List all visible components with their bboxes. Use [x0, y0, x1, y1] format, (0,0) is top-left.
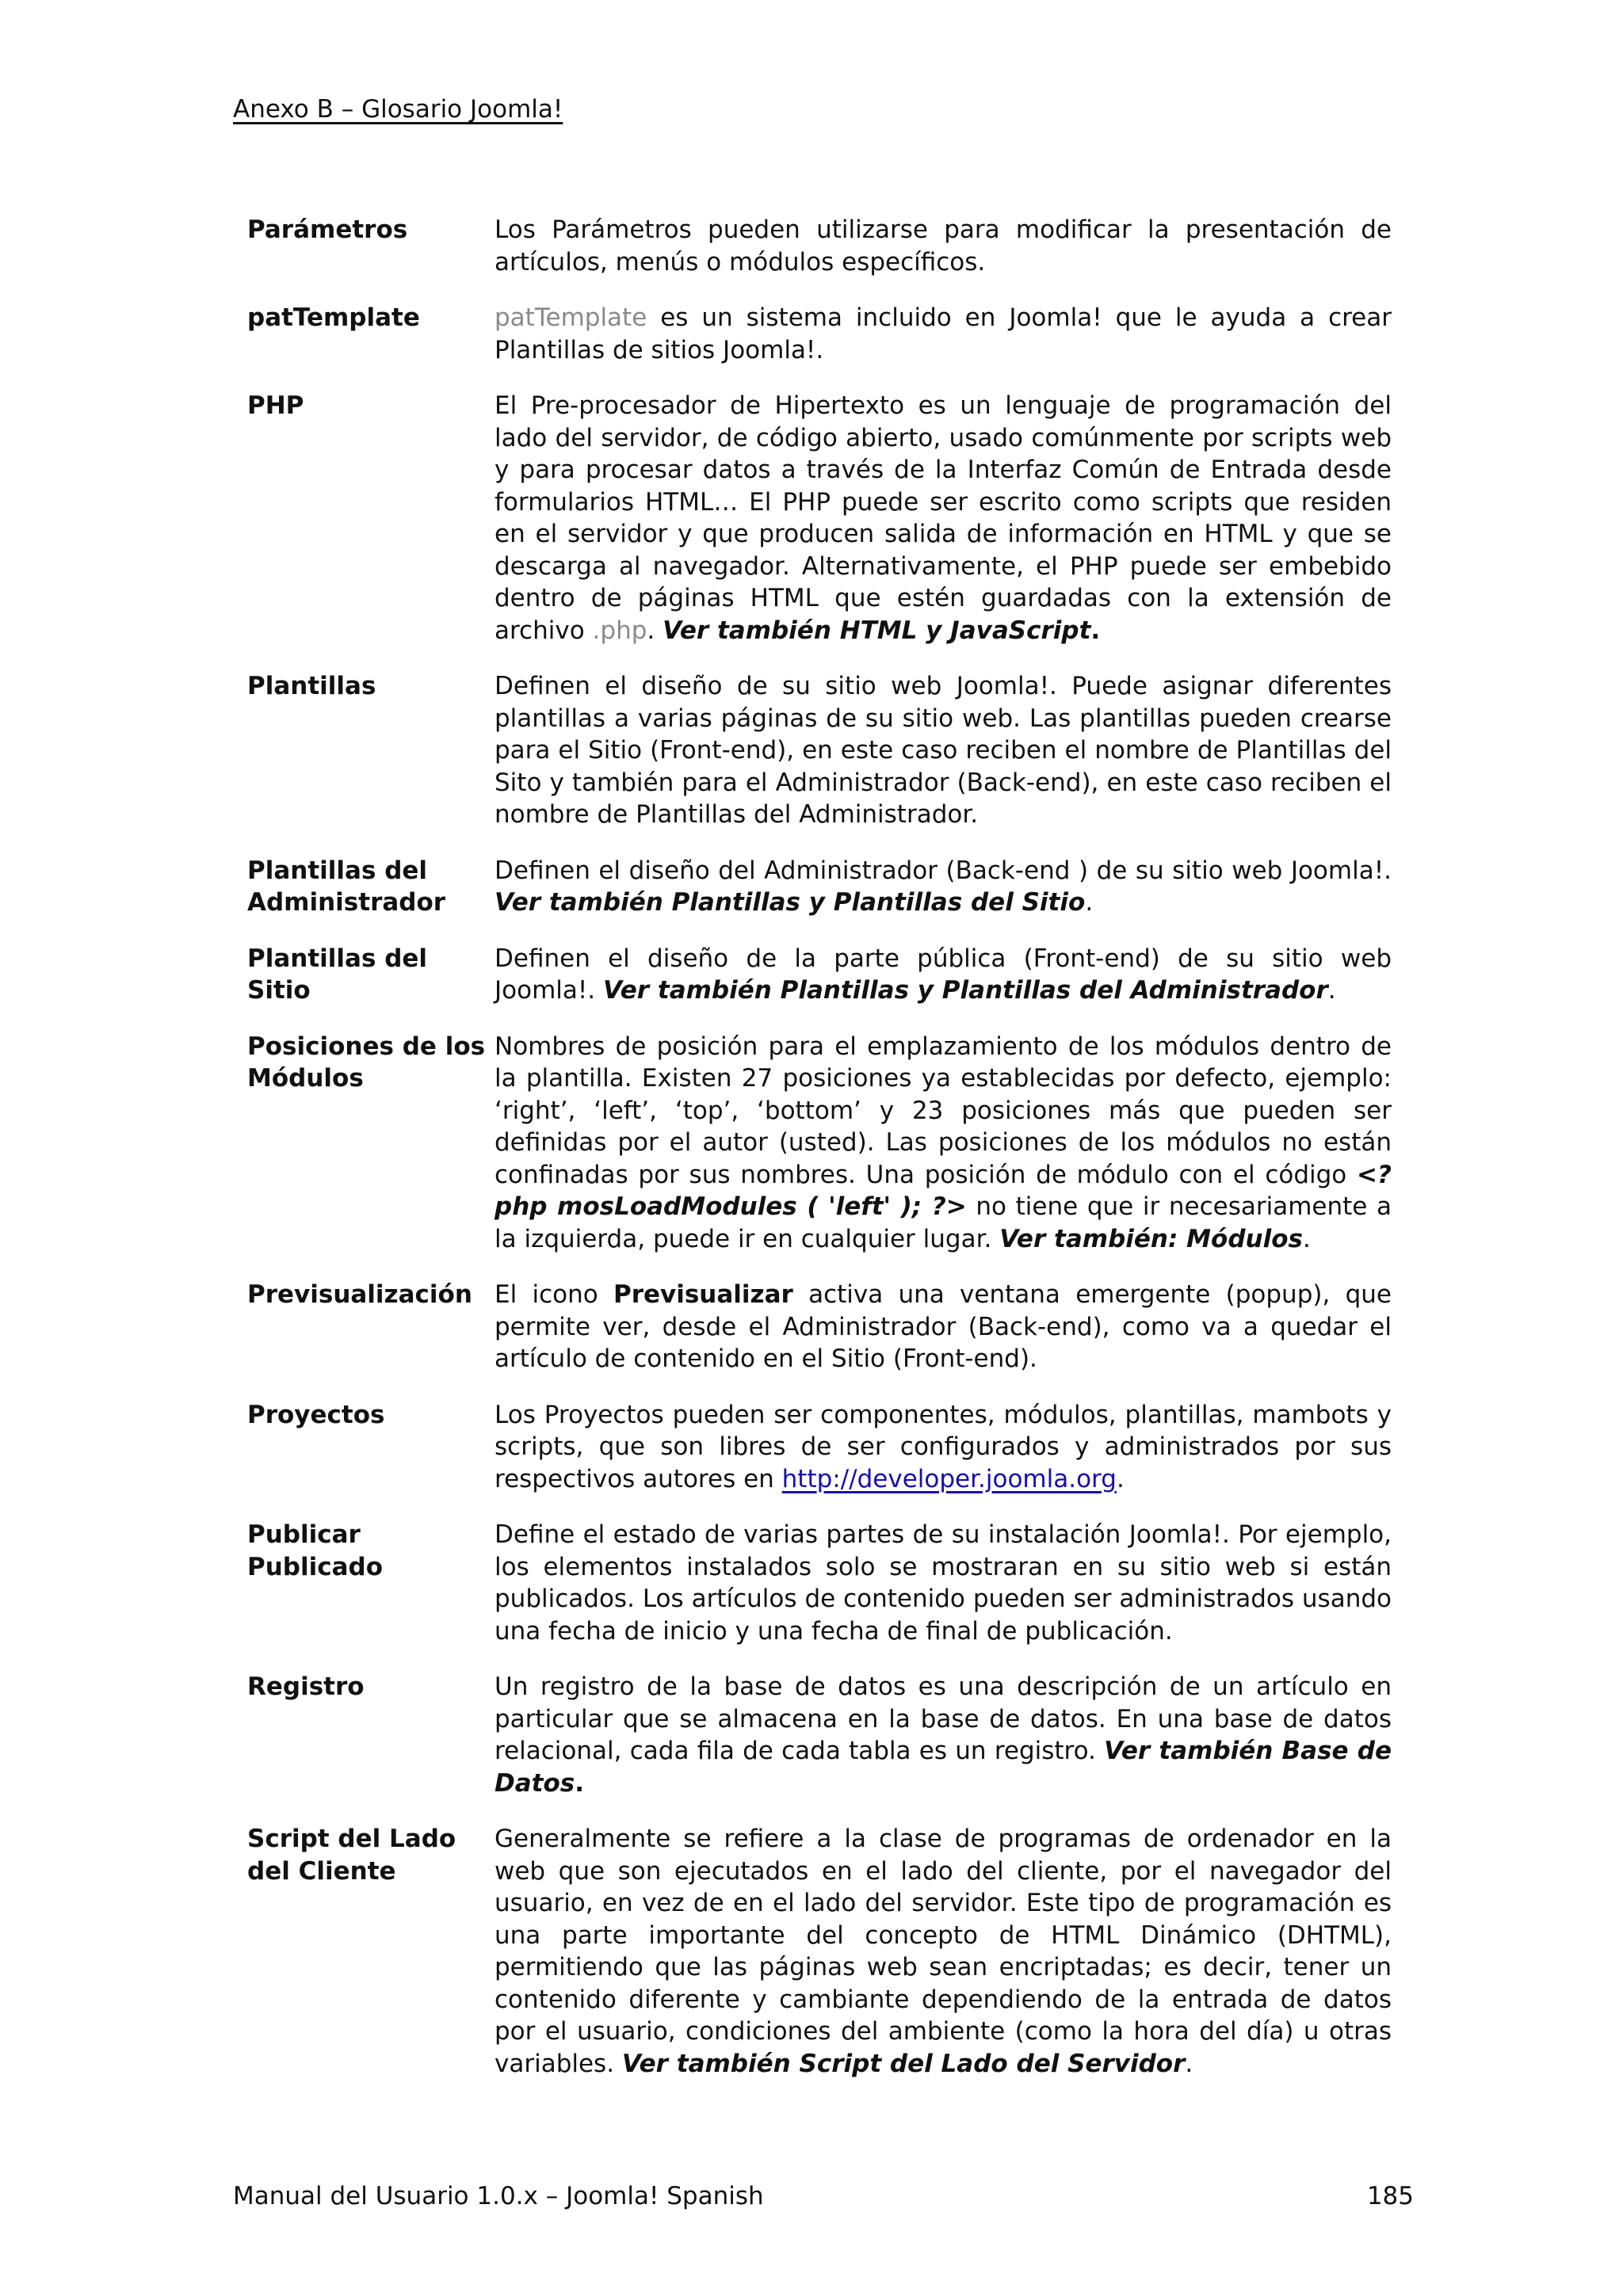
definition-text: es un sistema incluido en Joomla! que le ayuda a crear Plantillas de sitios Joomla!.: [495, 303, 1392, 364]
term-line: Script del Lado: [247, 1825, 456, 1853]
definition-text: .: [575, 1768, 585, 1798]
glossary-definition: [495, 670, 1392, 831]
footer-manual-title: Manual del Usuario 1.0.x – Joomla! Spanish: [233, 2182, 764, 2210]
glossary-entry: [247, 1823, 1392, 2080]
definition-link[interactable]: http://developer.joomla.org: [781, 1464, 1117, 1493]
glossary-definition: [495, 855, 1392, 919]
glossary-entry: [247, 1671, 1392, 1799]
glossary-entry: [247, 1519, 1392, 1647]
definition-text: Ver también: Módulos: [999, 1224, 1303, 1253]
definition-text: El Pre-procesador de Hipertexto es un lenguaje de programación del lado del servidor, de código abierto, usado comúnmente por scripts web y para procesar datos a través de la Interfaz Común de Entrada desde formularios HTML… El PHP puede ser escrito como scripts que residen en el servidor y que producen salida de información en HTML y que se descarga al navegador. Alternativamente, el PHP puede ser embebido dentro de páginas HTML que estén guardadas con la extensión de archivo: [495, 391, 1392, 645]
definition-text: Previsualizar: [613, 1280, 793, 1309]
glossary-definition: [495, 1399, 1392, 1496]
term-line: Previsualización: [247, 1280, 472, 1309]
term-line: Módulos: [247, 1064, 364, 1093]
definition-text: .: [1327, 976, 1336, 1005]
glossary-term: [247, 670, 495, 703]
glossary-definition: [495, 214, 1392, 278]
glossary-definition: [495, 943, 1392, 1007]
definition-text: Definen el diseño del Administrador (Back-end ) de su sitio web Joomla!.: [495, 856, 1392, 885]
term-line: Proyectos: [247, 1400, 385, 1429]
definition-text: .php: [592, 616, 647, 645]
glossary-term: [247, 1399, 495, 1432]
definition-text: .: [1085, 888, 1094, 917]
definition-text: .: [1185, 2049, 1193, 2078]
running-header: Anexo B – Glosario Joomla!: [233, 95, 563, 124]
term-line: Plantillas: [247, 672, 376, 700]
glossary-entry: [247, 1031, 1392, 1256]
glossary-term: [247, 390, 495, 422]
glossary-term: [247, 943, 495, 1007]
glossary-term: [247, 302, 495, 334]
definition-text: .: [647, 616, 663, 645]
definition-text: Ver también Plantillas y Plantillas del Administrador: [603, 976, 1328, 1005]
term-line: Sitio: [247, 976, 311, 1005]
term-line: del Cliente: [247, 1856, 396, 1886]
term-line: Publicar: [247, 1520, 361, 1549]
glossary-entry: [247, 1279, 1392, 1375]
definition-text: activa una ventana emergente (popup), que permite ver, desde el Administrador (Back-end), como va a quedar el artículo de contenido en el Sitio (Front-end).: [495, 1280, 1392, 1373]
glossary-term: [247, 1823, 495, 1887]
definition-text: Un registro de la base de datos es una descripción de un artículo en particular que se almacena en la base de datos. En una base de datos relacional, cada fila de cada tabla es un registro.: [495, 1672, 1392, 1765]
glossary-entry: [247, 855, 1392, 919]
glossary-definition: [495, 302, 1392, 366]
glossary-entry: [247, 302, 1392, 366]
glossary-entry: [247, 1399, 1392, 1496]
glossary-term: [247, 855, 495, 919]
definition-text: Definen el diseño de su sitio web Joomla!. Puede asignar diferentes plantillas a varias páginas de su sitio web. Las plantillas pueden crearse para el Sitio (Front-end), en este caso reciben el nombre de Plantillas del Sito y también para el Administrador (Back-end), en este caso reciben el nombre de Plantillas del Administrador.: [495, 672, 1392, 829]
glossary-definition: [495, 1031, 1392, 1256]
term-line: Administrador: [247, 888, 446, 917]
definition-text: <?php mosLoadModules ( ': [495, 1160, 1392, 1221]
term-line: patTemplate: [247, 303, 420, 332]
definition-text: no tiene que ir necesariamente a la izquierda, puede ir en cualquier lugar.: [495, 1192, 1392, 1253]
term-line: Registro: [247, 1672, 365, 1701]
definition-text: Definen el diseño de la parte pública (Front-end) de su sitio web Joomla!.: [495, 944, 1392, 1005]
glossary-term: [247, 214, 495, 246]
term-line: Publicado: [247, 1552, 384, 1581]
definition-text: .: [1116, 1464, 1125, 1493]
term-line: Plantillas del: [247, 944, 428, 973]
glossary-definition: [495, 1279, 1392, 1375]
definition-text: Generalmente se refiere a la clase de programas de ordenador en la web que son ejecutados en el lado del cliente, por el navegador del usuario, en vez de en el lado del servidor. Este tipo de programación es una parte importante del concepto de HTML Dinámico (DHTML), permitiendo que las páginas web sean encriptadas; es decir, tener un contenido diferente y cambiante dependiendo de la entrada de datos por el usuario, condiciones del ambiente (como la hora del día) u otras variables.: [495, 1825, 1392, 2078]
definition-text: Define el estado de varias partes de su instalación Joomla!. Por ejemplo, los elementos instalados solo se mostraran en su sitio web si están publicados. Los artículos de contenido pueden ser administrados usando una fecha de inicio y una fecha de final de publicación.: [495, 1520, 1392, 1646]
definition-text: Ver también Script del Lado del Servidor: [621, 2049, 1186, 2078]
term-line: PHP: [247, 391, 304, 420]
glossary-definition: [495, 1671, 1392, 1799]
definition-text: Ver también HTML y JavaScript: [663, 616, 1091, 645]
glossary-entry: [247, 390, 1392, 646]
glossary-list: [247, 214, 1392, 2080]
glossary-term: [247, 1279, 495, 1311]
definition-text: .: [1302, 1224, 1311, 1253]
definition-text: Ver también Base de Datos: [495, 1737, 1392, 1798]
definition-text: Ver también Plantillas y Plantillas del Sitio: [495, 888, 1086, 917]
glossary-entry: [247, 670, 1392, 831]
glossary-term: [247, 1031, 495, 1095]
glossary-definition: [495, 1823, 1392, 2080]
definition-text: Los Parámetros pueden utilizarse para modificar la presentación de artículos, menús o módulos específicos.: [495, 215, 1392, 277]
term-line: Parámetros: [247, 215, 408, 244]
definition-text: patTemplate: [495, 303, 647, 332]
definition-text: ' ); ?>: [883, 1192, 967, 1221]
glossary-term: [247, 1519, 495, 1583]
term-line: Posiciones de los: [247, 1032, 486, 1061]
definition-text: Los Proyectos pueden ser componentes, módulos, plantillas, mambots y scripts, que son libres de ser configurados y administrados por sus respectivos autores en: [495, 1400, 1392, 1493]
glossary-entry: [247, 943, 1392, 1007]
definition-text: .: [1090, 616, 1101, 645]
term-line: Plantillas del: [247, 856, 428, 885]
definition-text: El icono: [495, 1280, 613, 1309]
glossary-term: [247, 1671, 495, 1703]
glossary-entry: [247, 214, 1392, 278]
page-number: 185: [1366, 2182, 1414, 2210]
definition-text: left: [835, 1192, 884, 1221]
definition-text: Nombres de posición para el emplazamiento de los módulos dentro de la plantilla. Existen 27 posiciones ya establecidas por defecto, ejemplo: ‘right’, ‘left’, ‘top’, ‘bottom’ y 23 posiciones más que pueden ser definidas por el autor (usted). Las posiciones de los módulos no están confinadas por sus nombres. Una posición de módulo con el código: [495, 1032, 1392, 1189]
glossary-definition: [495, 1519, 1392, 1647]
glossary-definition: [495, 390, 1392, 646]
